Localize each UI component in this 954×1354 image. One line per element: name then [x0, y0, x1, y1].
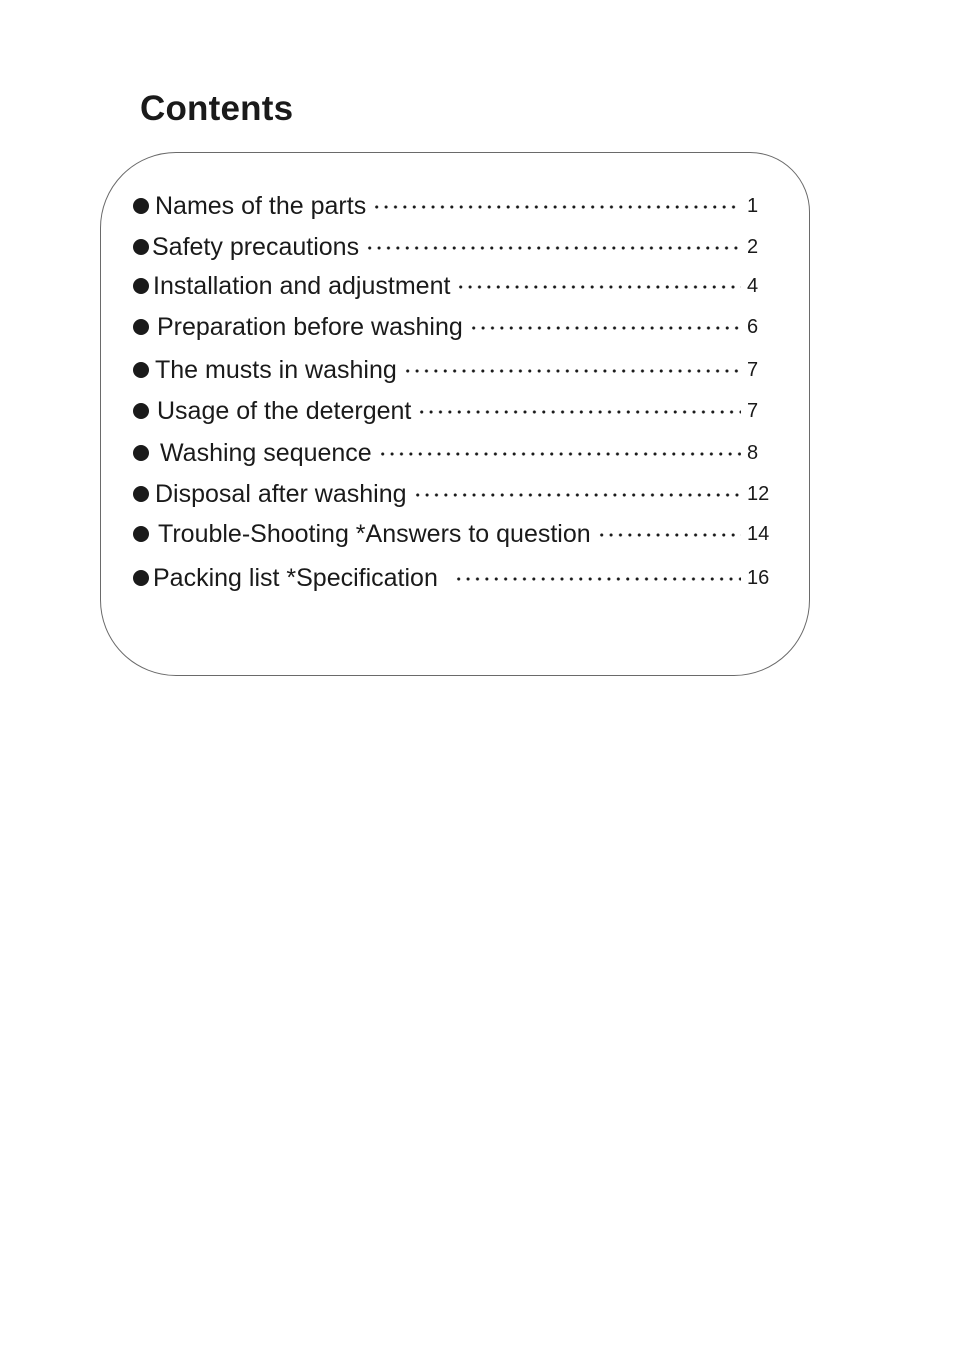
dot-leader	[456, 285, 741, 289]
toc-page-number: 4	[747, 275, 759, 297]
bullet-icon	[133, 278, 149, 294]
bullet-icon	[133, 570, 149, 586]
toc-entry-title: Disposal after washing	[155, 480, 407, 508]
toc-page-number: 16	[747, 567, 770, 589]
dot-leader	[417, 410, 741, 414]
toc-page-number: 12	[747, 483, 770, 505]
bullet-icon	[133, 319, 149, 335]
toc-page-number: 14	[747, 523, 770, 545]
bullet-icon	[133, 526, 149, 542]
bullet-icon	[133, 362, 149, 378]
toc-entry-title: The musts in washing	[155, 356, 397, 384]
toc-page-number: 6	[747, 316, 759, 338]
toc-entry-safety-precautions[interactable]	[133, 232, 773, 262]
toc-entry-title: Packing list *Specification	[153, 564, 438, 592]
toc-entry-title: Installation and adjustment	[153, 272, 451, 300]
dot-leader	[469, 326, 741, 330]
toc-entry-title: Washing sequence	[160, 439, 372, 467]
toc-page-number: 8	[747, 442, 759, 464]
dot-leader	[378, 452, 741, 456]
toc-entry-installation[interactable]	[133, 271, 773, 301]
dot-leader	[403, 369, 741, 373]
toc-entry-trouble-shooting[interactable]	[133, 519, 773, 549]
toc-entry-title: Trouble-Shooting *Answers to question	[158, 520, 591, 548]
toc-entry-title: Preparation before washing	[157, 313, 463, 341]
toc-page-number: 1	[747, 195, 759, 217]
page-title: Contents	[140, 89, 294, 128]
toc-entry-washing-sequence[interactable]	[133, 438, 773, 468]
toc-entry-packing-list[interactable]	[133, 563, 773, 593]
toc-entry-disposal[interactable]	[133, 479, 773, 509]
toc-entry-title: Names of the parts	[155, 192, 367, 220]
dot-leader	[454, 577, 741, 581]
toc-page-number: 7	[747, 400, 759, 422]
toc-entry-preparation[interactable]	[133, 312, 773, 342]
toc-entry-musts-in-washing[interactable]	[133, 355, 773, 385]
toc-entry-names-of-parts[interactable]	[133, 191, 773, 221]
toc-page-number: 7	[747, 359, 759, 381]
toc-entry-usage-of-detergent[interactable]	[133, 396, 773, 426]
toc-entry-title: Usage of the detergent	[157, 397, 412, 425]
toc-entry-title: Safety precautions	[152, 233, 360, 261]
bullet-icon	[133, 403, 149, 419]
bullet-icon	[133, 239, 149, 255]
dot-leader	[372, 205, 741, 209]
dot-leader	[365, 246, 741, 250]
dot-leader	[597, 533, 741, 537]
toc-page-number: 2	[747, 236, 759, 258]
dot-leader	[413, 493, 741, 497]
bullet-icon	[133, 486, 149, 502]
bullet-icon	[133, 445, 149, 461]
bullet-icon	[133, 198, 149, 214]
